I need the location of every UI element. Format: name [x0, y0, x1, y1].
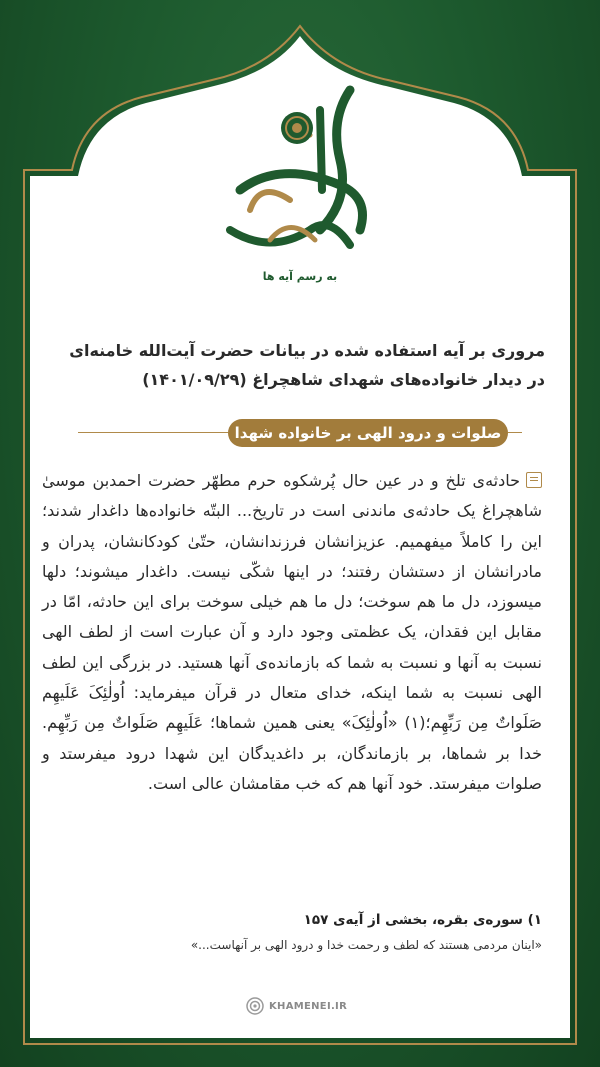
banner-rule-right — [508, 432, 522, 433]
banner-rule-left — [78, 432, 228, 433]
quote-text: حادثه‌ی تلخ و در عین حال پُرشکوه حرم مطهّر حضرت احمدبن موسیٰ شاهچراغ یک حادثه‌ی ماندنی است در تاریخ... البتّه خانواده‌ها داغدار شدند؛ این را کاملاً میفهمیم. عزیزانشان فرزندانشان، حتّیٰ کودکانشان، پدران و مادرانشان از دستشان رفتند؛ در اینها شکّی نیست. داغدار میشوند؛ دلها میسوزد، دل ما هم سوخت؛ دل ما هم خیلی سوخت برای این حادثه، امّا در مقابل این فقدان، یک عظمتی وجود دارد و آن عبارت است از لطف الهی نسبت به آنها و نسبت به شما که بازمانده‌ی آنها هستید. در بزرگی این لطف الهی نسبت به شما اینکه، خدای متعال در قرآن میفرماید: اُولٰئِکَ عَلَیهِم صَلَواتٌ مِن رَبِّهِم؛(۱) «اُولٰئِکَ» یعنی همین شماها؛ عَلَیهِم صَلَواتٌ مِن رَبِّهِم. خدا بر شماها، بر بازماندگان، بر داغدیدگان این شهدا درود میفرستد و صلوات میفرستد. خود آنها هم که خب مقامشان عالی است. — [42, 471, 543, 793]
section-banner — [78, 418, 522, 448]
title-line-2: در دیدار خانواده‌های شهدای شاهچراغ (۱۴۰۱/۰۹/۲۹) — [142, 370, 545, 389]
page-title — [55, 336, 545, 394]
calligraphy-emblem — [200, 80, 400, 270]
brand-mark — [246, 996, 347, 1016]
ba-rasm-ayeha-logo — [200, 80, 400, 300]
section-title: صلوات و درود الهی بر خانواده شهدا — [228, 419, 508, 447]
footnote-translation: «اینان مردمی هستند که لطف و رحمت خدا و درود الهی بر آنهاست...» — [190, 938, 542, 952]
quote-body — [42, 466, 542, 799]
khamenei-logo-icon — [246, 997, 264, 1015]
title-line-1: مروری بر آیه استفاده شده در بیانات حضرت آیت‌الله خامنه‌ای — [69, 341, 545, 360]
logo-subtitle: به رسم آیه ها — [262, 270, 338, 283]
footnote-reference: ۱) سوره‌ی بقره، بخشی از آیه‌ی ۱۵۷ — [303, 912, 542, 928]
brand-name: KHAMENEI.IR — [269, 1000, 348, 1012]
document-icon — [526, 472, 542, 488]
